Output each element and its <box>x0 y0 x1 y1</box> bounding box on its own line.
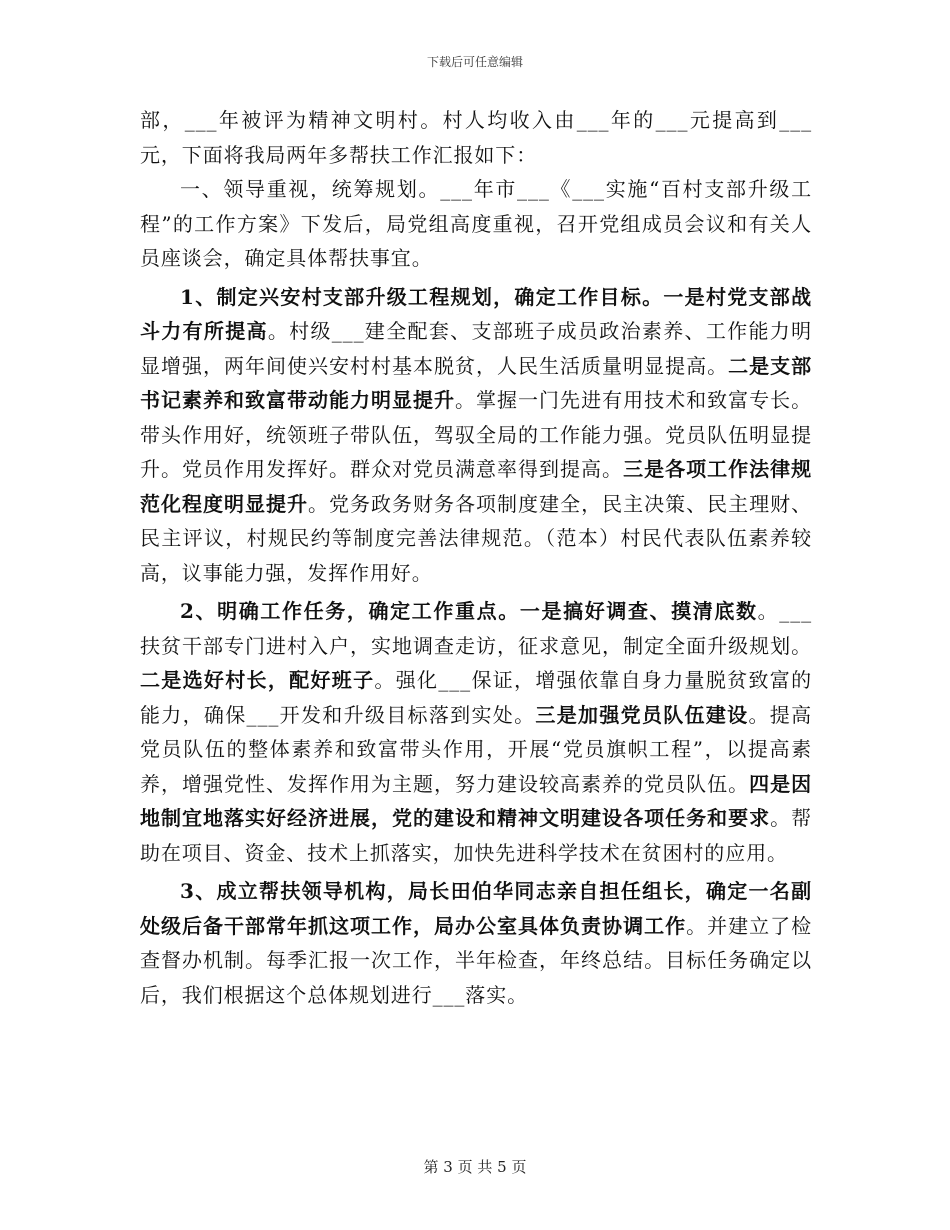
text-run: 。村级___建全配套、支部班子成员政治素养、工作能力明显增强，两年间使兴安村村基本脱贫，人民生活质量明显提高。 <box>140 319 812 378</box>
text-run: 。掌握一门先进有用技术和致富专长。带头作用好，统领班子带队伍，驾驭全局的工作能力强。党员队伍明显提升。党员作用发挥好。群众对党员满意率得到提高。 <box>140 388 812 481</box>
document-body <box>140 103 812 1012</box>
bold-run: 二是支部书记素养和致富带动能力明显提升 <box>140 353 813 412</box>
bold-run: 二是选好村长，配好班子 <box>140 668 375 692</box>
item-1-paragraph <box>140 280 812 591</box>
text-run: 。并建立了检查督办机制。每季汇报一次工作，半年检查，年终总结。目标任务确定以后，我们根据这个总体规划进行___落实。 <box>140 913 812 1007</box>
section-1-paragraph <box>140 172 812 276</box>
page-header: 下载后可任意编辑 <box>426 55 523 69</box>
text-run: 。提高党员队伍的整体素养和致富带头作用，开展“党员旗帜工程”，以提高素养，增强党性、发挥作用为主题，努力建设较高素养的党员队伍。 <box>140 702 813 796</box>
intro-paragraph <box>140 103 812 172</box>
item-3-paragraph <box>140 874 812 1012</box>
bold-run: 四是因地制宜地落实好经济进展，党的建设和精神文明建设各项任务和要求 <box>140 771 812 830</box>
bold-run: 三是加强党员队伍建设 <box>535 702 749 727</box>
bold-run: 3、成立帮扶领导机构，局长田伯华同志亲自担任组长，确定一名副处级后备干部常年抓这项工作，局办公室具体负责协调工作 <box>140 879 812 938</box>
text-run: 。强化___保证，增强依靠自身力量脱贫致富的能力，确保___开发和升级目标落到实处。 <box>140 668 812 727</box>
text-run: 。___扶贫干部专门进村入户，实地调查走访，征求意见，制定全面升级规划。 <box>140 599 812 658</box>
bold-run: 三是各项工作法律规范化程度明显提升 <box>140 457 813 516</box>
item-2-paragraph <box>140 594 812 870</box>
text-run: 一、领导重视，统筹规划。___年市___《___实施“百村支部升级工程”的工作方案》下发后，局党组高度重视，召开党组成员会议和有关人员座谈会，确定具体帮扶事宜。 <box>140 177 812 270</box>
text-run: 。帮助在项目、资金、技术上抓落实，加快先进科学技术在贫困村的应用。 <box>140 806 812 865</box>
bold-run: 2、明确工作任务，确定工作重点。一是搞好调查、摸清底数 <box>180 599 758 623</box>
text-run: 部，___年被评为精神文明村。村人均收入由___年的___元提高到___元，下面将我局两年多帮扶工作汇报如下： <box>140 108 812 167</box>
text-run: 。党务政务财务各项制度建全，民主决策、民主理财、民主评议，村规民约等制度完善法律规范。（范本）村民代表队伍素养较高，议事能力强，发挥作用好。 <box>140 491 812 585</box>
bold-run: 1、制定兴安村支部升级工程规划，确定工作目标。一是村党支部战斗力有所提高 <box>140 284 812 343</box>
page-footer: 第 3 页 共 5 页 <box>423 1158 527 1176</box>
